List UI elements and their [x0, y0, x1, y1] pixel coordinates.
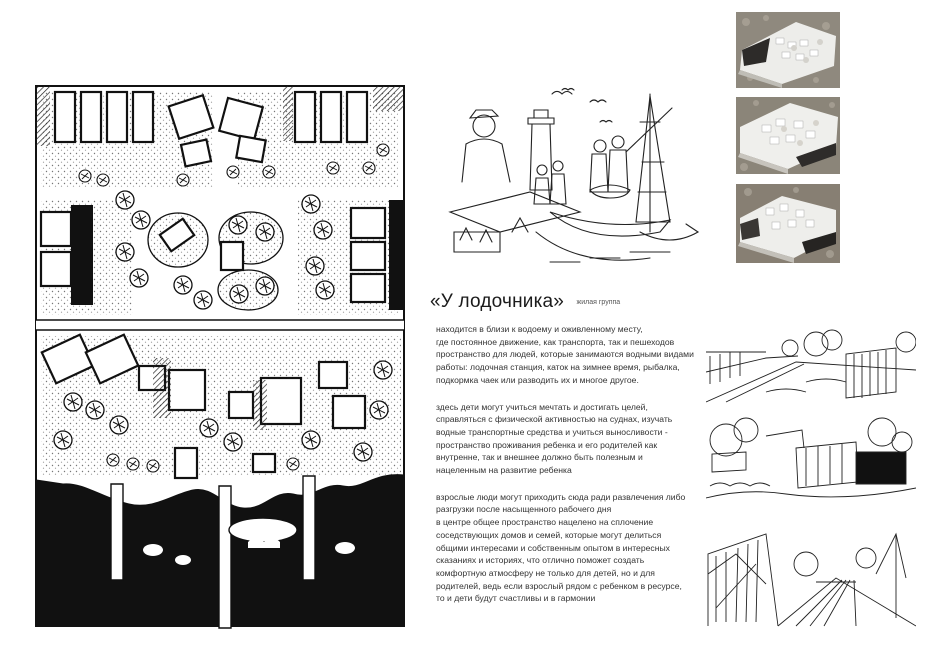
description — [436, 323, 708, 619]
model-photo — [736, 12, 840, 88]
description-paragraph: взрослые люди могут приходить сюда ради развлечения либо разгрузки после насыщенного рабочего дня в центре общее пространство нацелено на сплочение соседствующих домов и семей, которые могут делиться общими интересами и собственным опытом в интересных сказаниях и историях, что отлично поможет создать комфортную атмосферу не только для детей, но и для родителей, ведь если взрослый рядом с ребенком в ресурсе, то и дети будут счастливы и в гармонии — [436, 491, 686, 604]
street-sketch — [706, 312, 916, 404]
project-title: «У лодочника» — [430, 291, 565, 312]
project-subtitle: жилая группа — [576, 299, 621, 306]
model-photo — [736, 184, 840, 263]
title-row — [430, 291, 620, 313]
site-plan-drawing — [33, 80, 408, 635]
description-paragraph: находится в близи к водоему и оживленному месту, где постоянное движение, как транспорта, так и пешеходов пространство для людей, которые занимаются водными видами работы: лодочная станция, каток на зимнее время, рыбалка, подкормка чаек или разводить их и многое другое. — [436, 324, 694, 385]
boat-station-sketch — [440, 82, 702, 268]
street-sketch — [706, 412, 916, 502]
street-sketch — [706, 514, 916, 628]
description-paragraph: здесь дети могут учиться мечтать и достигать целей, справляться с физической активностью на суднах, изучать водные транспортные средства и учиться выносливости - пространство проживания ребенка и его родителей как внутренне, так и внешнее должно быть полезным и нацеленным на развитие ребенка — [436, 401, 673, 476]
model-photo — [736, 97, 840, 174]
